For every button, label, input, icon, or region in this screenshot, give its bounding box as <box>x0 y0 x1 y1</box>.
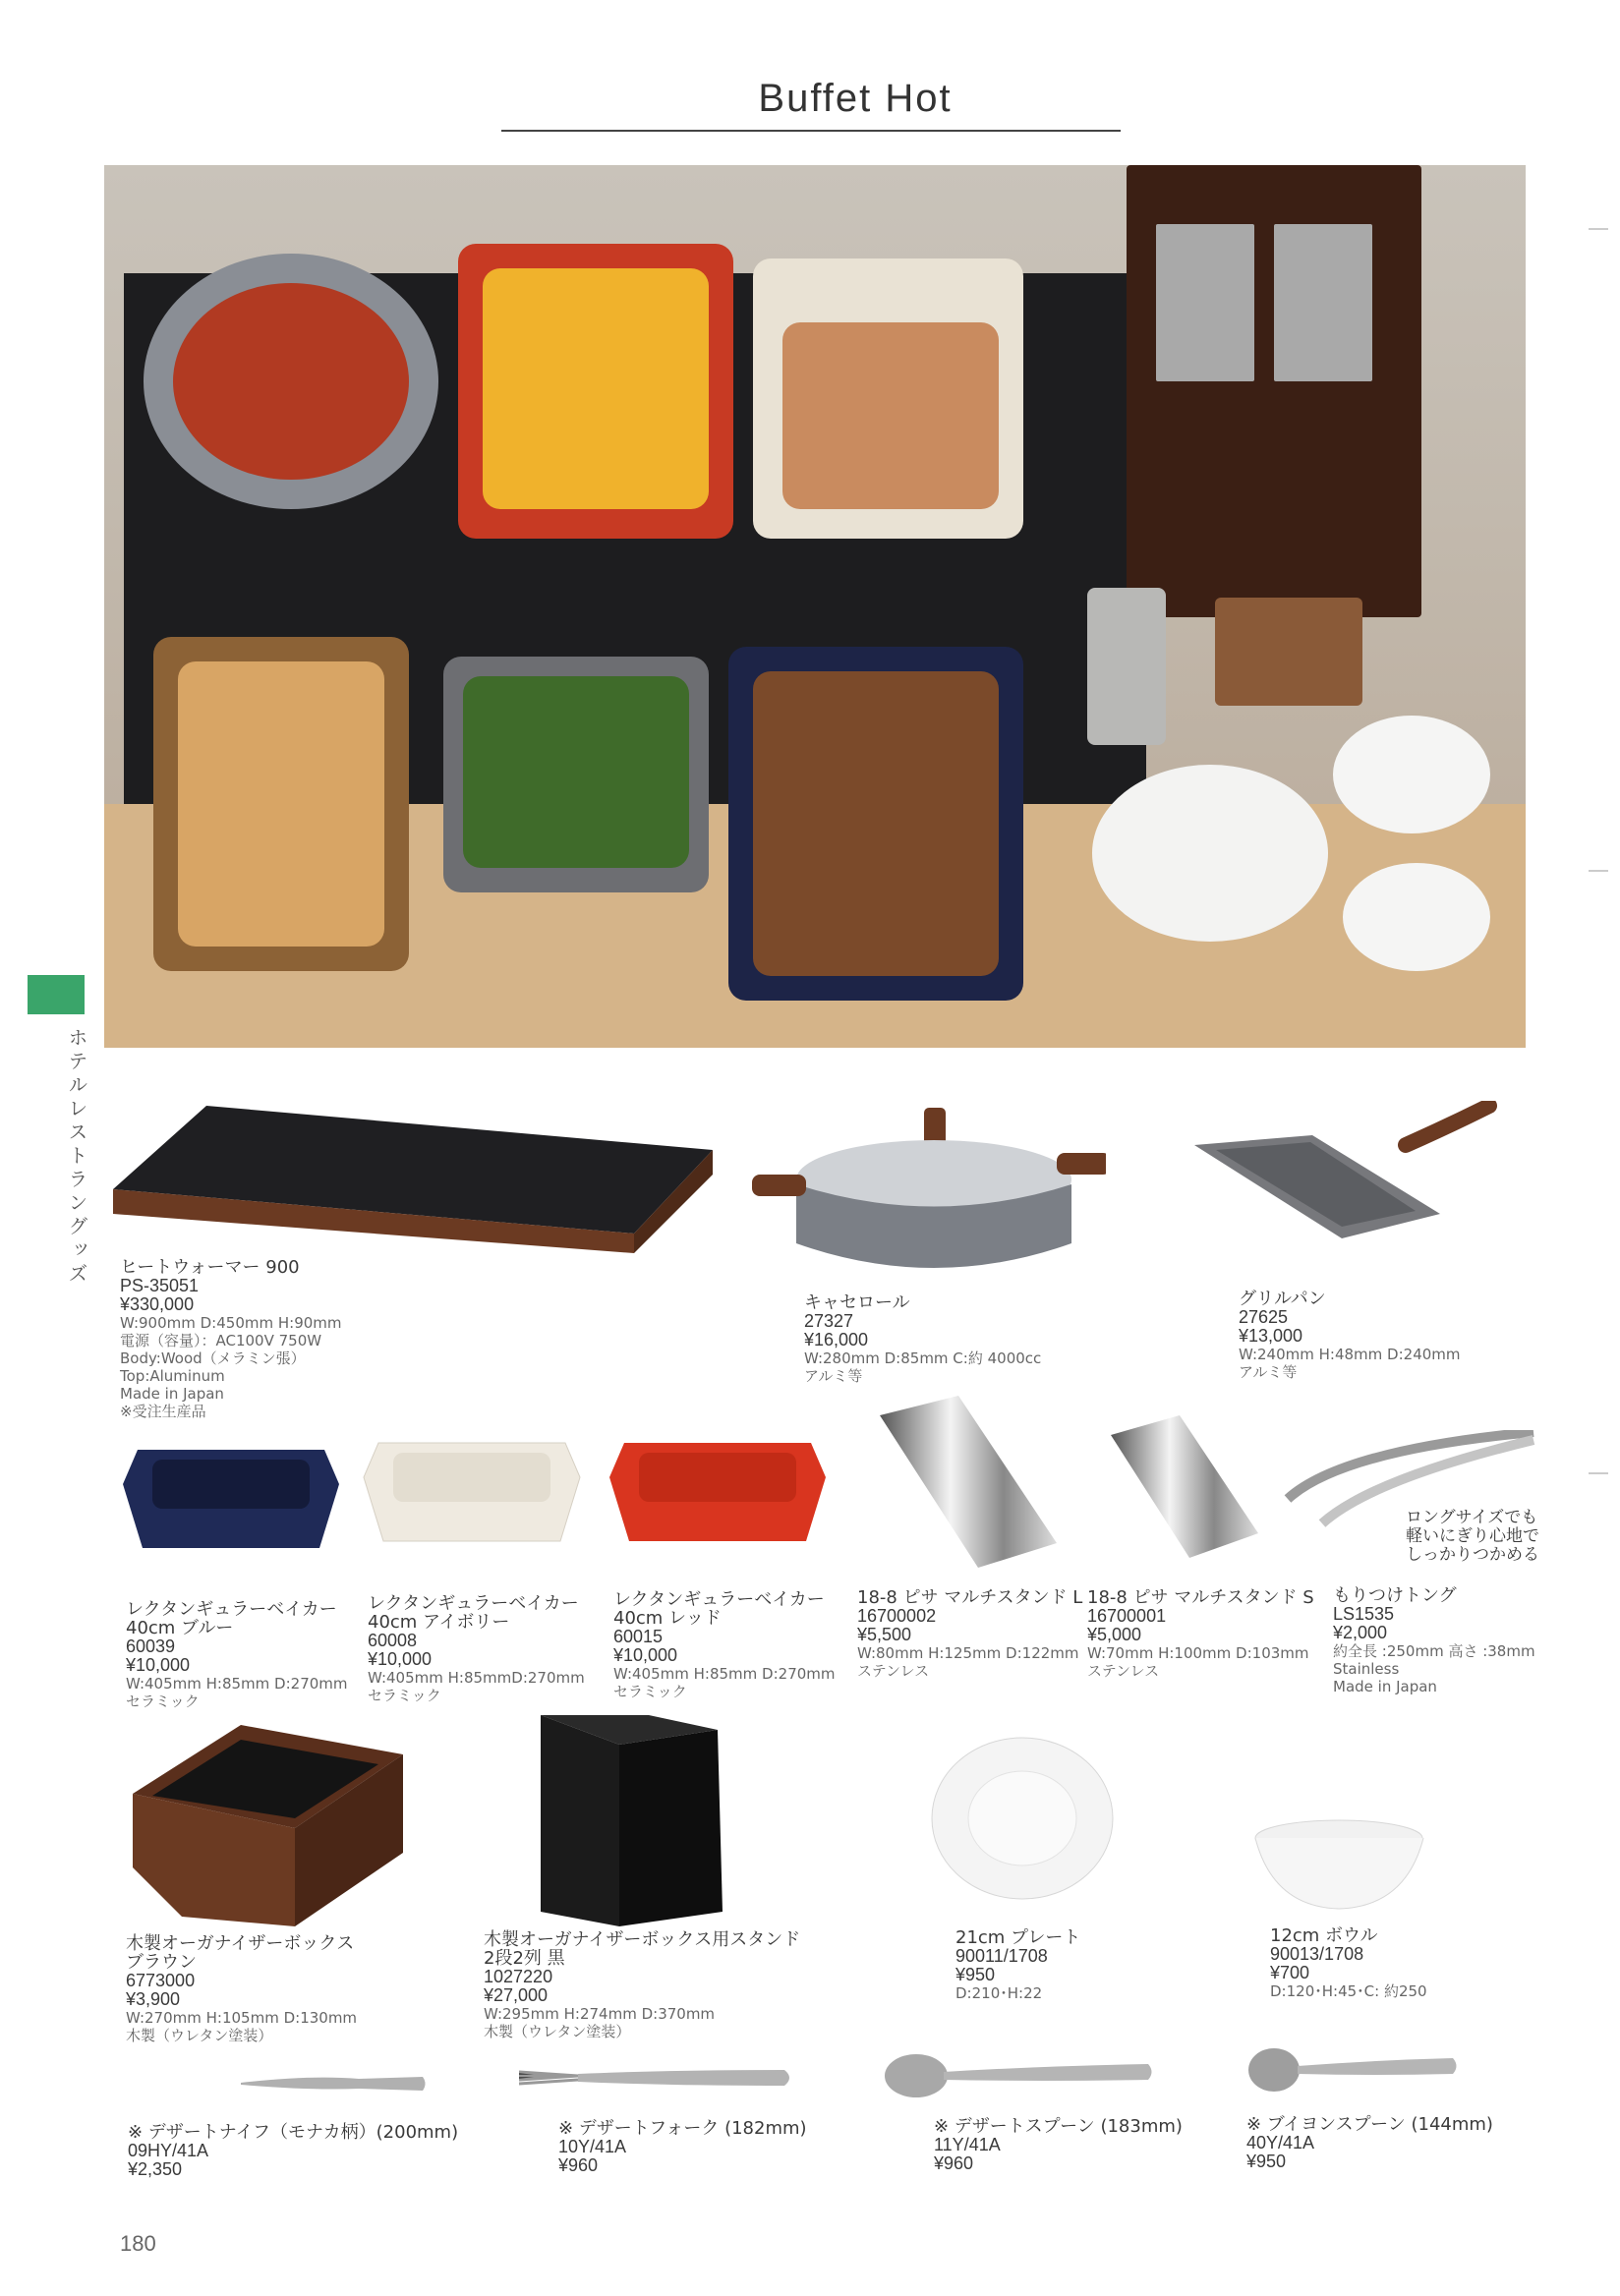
baker-blue-caption <box>126 1600 348 1710</box>
page-title: Buffet Hot <box>758 77 953 120</box>
product-price: ¥10,000 <box>368 1649 433 1669</box>
product-code: 27327 <box>804 1311 854 1331</box>
product-name: 18-8 ピサ マルチスタンド S <box>1087 1587 1314 1608</box>
product-code: 6773000 <box>126 1971 196 1990</box>
product-spec: D:210･H:22 <box>955 1984 1043 2002</box>
baker-red-image <box>605 1423 831 1546</box>
baker-ivory-caption <box>368 1594 585 1704</box>
casserole-caption <box>804 1293 1041 1385</box>
bread-rolls-photo <box>178 661 384 947</box>
product-price: ¥10,000 <box>613 1645 678 1665</box>
edge-tick <box>1589 1472 1608 1474</box>
baker-blue-image <box>118 1430 344 1553</box>
product-price: ¥950 <box>955 1965 996 1984</box>
product-price: ¥5,000 <box>1087 1625 1142 1644</box>
product-price: ¥2,000 <box>1333 1623 1388 1642</box>
product-code: 09HY/41A <box>128 2141 209 2160</box>
bouillon-spoon-caption <box>1246 2115 1493 2171</box>
product-code: LS1535 <box>1333 1604 1395 1624</box>
product-spec: W:295mm H:274mm D:370mm <box>484 2005 716 2023</box>
product-code: 60015 <box>613 1627 664 1646</box>
product-price: ¥960 <box>934 2153 974 2173</box>
product-spec: Made in Japan <box>120 1385 224 1403</box>
casserole-image <box>752 1106 1106 1283</box>
product-code: 16700001 <box>1087 1606 1167 1626</box>
section-tab <box>28 975 85 1014</box>
product-name: 21cm プレート <box>955 1927 1081 1948</box>
fork-image <box>519 2062 794 2097</box>
plates-photo <box>1092 765 1328 942</box>
product-price: ¥13,000 <box>1239 1326 1303 1346</box>
product-spec: W:405mm H:85mmD:270mm <box>368 1669 585 1687</box>
knife-caption <box>128 2123 458 2179</box>
product-spec: 電源（容量）：AC100V 750W <box>120 1332 322 1349</box>
tong-note-line: ロングサイズでも <box>1406 1508 1538 1527</box>
plate-image <box>929 1735 1116 1902</box>
product-price: ¥2,350 <box>128 2159 183 2179</box>
grill-pan-image <box>1194 1101 1509 1248</box>
baker-red-caption <box>613 1590 836 1700</box>
cutlery-photo <box>1156 224 1254 381</box>
tong-caption <box>1333 1586 1535 1695</box>
bowl-caption <box>1270 1926 1427 2000</box>
bowl-image <box>1253 1818 1425 1912</box>
product-code: 90013/1708 <box>1270 1944 1364 1964</box>
product-price: ¥330,000 <box>120 1294 195 1314</box>
product-name: レクタンギュラーベイカー <box>613 1589 825 1610</box>
dessert-spoon-caption <box>934 2117 1183 2173</box>
baker-ivory-image <box>359 1423 585 1546</box>
scrambled-egg-photo <box>483 268 709 509</box>
product-price: ¥5,500 <box>857 1625 912 1644</box>
product-spec: 木製（ウレタン塗装） <box>484 2023 631 2040</box>
section-label: ホテルレストラングッズ <box>65 1027 88 1287</box>
product-spec: W:900mm D:450mm H:90mm <box>120 1314 342 1332</box>
grill-pan-caption <box>1239 1290 1461 1381</box>
stand-photo <box>1087 588 1166 745</box>
product-name: レクタンギュラーベイカー <box>368 1593 579 1614</box>
tong-note <box>1406 1509 1539 1565</box>
knife-image <box>241 2069 428 2098</box>
bowls-photo <box>1343 863 1490 971</box>
product-name: グリルパン <box>1239 1289 1326 1309</box>
product-name: 12cm ボウル <box>1270 1925 1378 1946</box>
product-spec: W:80mm H:125mm D:122mm <box>857 1644 1079 1662</box>
product-code: 90011/1708 <box>955 1946 1048 1966</box>
product-name: レクタンギュラーベイカー <box>126 1599 337 1620</box>
stew-photo <box>173 283 409 480</box>
product-spec: アルミ等 <box>804 1367 863 1385</box>
product-spec: W:405mm H:85mm D:270mm <box>126 1675 348 1693</box>
product-price: ¥3,900 <box>126 1989 181 2009</box>
plate-caption <box>955 1928 1080 2002</box>
page-number: 180 <box>120 2231 156 2256</box>
tong-note-line: 軽いにぎり心地で <box>1406 1526 1539 1546</box>
product-code: 40Y/41A <box>1246 2133 1315 2152</box>
stand-l-image <box>870 1396 1067 1573</box>
product-name: キャセロール <box>804 1292 910 1313</box>
stand-s-caption <box>1087 1588 1314 1680</box>
product-spec: ステンレス <box>1087 1662 1160 1680</box>
condiment-photo <box>1215 598 1362 706</box>
product-spec: セラミック <box>613 1683 687 1700</box>
product-name: ヒートウォーマー 900 <box>120 1257 300 1278</box>
stand-s-image <box>1101 1415 1268 1563</box>
product-name: もりつけトング <box>1333 1585 1457 1606</box>
product-spec: W:270mm H:105mm D:130mm <box>126 2009 358 2027</box>
product-spec: ステンレス <box>857 1662 930 1680</box>
product-price: ¥960 <box>558 2155 599 2175</box>
product-name: 18-8 ピサ マルチスタンド L <box>857 1587 1083 1608</box>
potatoes-photo <box>753 671 999 976</box>
product-price: ¥16,000 <box>804 1330 869 1349</box>
product-spec: W:280mm D:85mm C:約 4000cc <box>804 1349 1042 1367</box>
tong-note-line: しっかりつかめる <box>1406 1545 1539 1565</box>
product-spec: セラミック <box>126 1693 200 1710</box>
product-code: PS-35051 <box>120 1276 200 1295</box>
product-code: 60008 <box>368 1631 418 1650</box>
organizer-stand-image <box>521 1715 723 1926</box>
edge-tick <box>1589 870 1608 872</box>
product-spec: D:120･H:45･C: 約250 <box>1270 1982 1427 2000</box>
heat-warmer-caption <box>120 1258 342 1420</box>
product-variant: 40cm アイボリー <box>368 1612 510 1633</box>
edge-tick <box>1589 228 1608 230</box>
product-code: 27625 <box>1239 1307 1289 1327</box>
product-name: ※ デザートフォーク (182mm) <box>558 2118 807 2139</box>
product-spec: W:240mm H:48mm D:240mm <box>1239 1346 1461 1363</box>
product-variant: ブラウン <box>126 1952 197 1973</box>
product-price: ¥27,000 <box>484 1985 549 2005</box>
bowls-photo <box>1333 716 1490 833</box>
product-variant: 40cm レッド <box>613 1608 722 1629</box>
product-spec: セラミック <box>368 1687 441 1704</box>
product-variant: 2段2列 黒 <box>484 1948 565 1969</box>
product-spec: ※受注生産品 <box>120 1403 206 1420</box>
product-name: ※ デザートスプーン (183mm) <box>934 2116 1183 2137</box>
product-price: ¥950 <box>1246 2152 1287 2171</box>
product-name: ※ ブイヨンスプーン (144mm) <box>1246 2114 1493 2135</box>
product-spec: アルミ等 <box>1239 1363 1298 1381</box>
fork-caption <box>558 2119 807 2175</box>
organizer-box-caption <box>126 1934 357 2044</box>
cutlery-photo <box>1274 224 1372 381</box>
product-variant: 40cm ブルー <box>126 1618 234 1638</box>
product-spec: 木製（ウレタン塗装） <box>126 2027 273 2044</box>
product-spec: Body:Wood（メラミン張） <box>120 1349 306 1367</box>
product-spec: Stainless <box>1333 1660 1400 1678</box>
product-spec: W:70mm H:100mm D:103mm <box>1087 1644 1309 1662</box>
product-name: ※ デザートナイフ（モナカ柄）(200mm) <box>128 2122 459 2143</box>
product-code: 1027220 <box>484 1967 553 1986</box>
product-spec: 約全長 :250mm 高さ :38mm <box>1333 1642 1535 1660</box>
dessert-spoon-image <box>885 2052 1155 2101</box>
title-rule <box>501 130 1121 132</box>
product-code: 60039 <box>126 1636 176 1656</box>
bouillon-spoon-image <box>1248 2046 1460 2095</box>
product-spec: Made in Japan <box>1333 1678 1437 1695</box>
product-code: 16700002 <box>857 1606 937 1626</box>
stand-l-caption <box>857 1588 1082 1680</box>
product-name: 木製オーガナイザーボックス <box>126 1933 355 1954</box>
broccoli-photo <box>463 676 689 868</box>
sausage-photo <box>782 322 999 509</box>
product-name: 木製オーガナイザーボックス用スタンド <box>484 1929 801 1950</box>
heat-warmer-image <box>113 1106 713 1253</box>
product-code: 10Y/41A <box>558 2137 627 2156</box>
hero-photo <box>104 165 1526 1048</box>
organizer-stand-caption <box>484 1930 800 2040</box>
product-price: ¥10,000 <box>126 1655 191 1675</box>
product-spec: Top:Aluminum <box>120 1367 225 1385</box>
product-code: 11Y/41A <box>934 2135 1001 2154</box>
product-price: ¥700 <box>1270 1963 1310 1982</box>
product-spec: W:405mm H:85mm D:270mm <box>613 1665 836 1683</box>
organizer-box-image <box>133 1725 403 1926</box>
